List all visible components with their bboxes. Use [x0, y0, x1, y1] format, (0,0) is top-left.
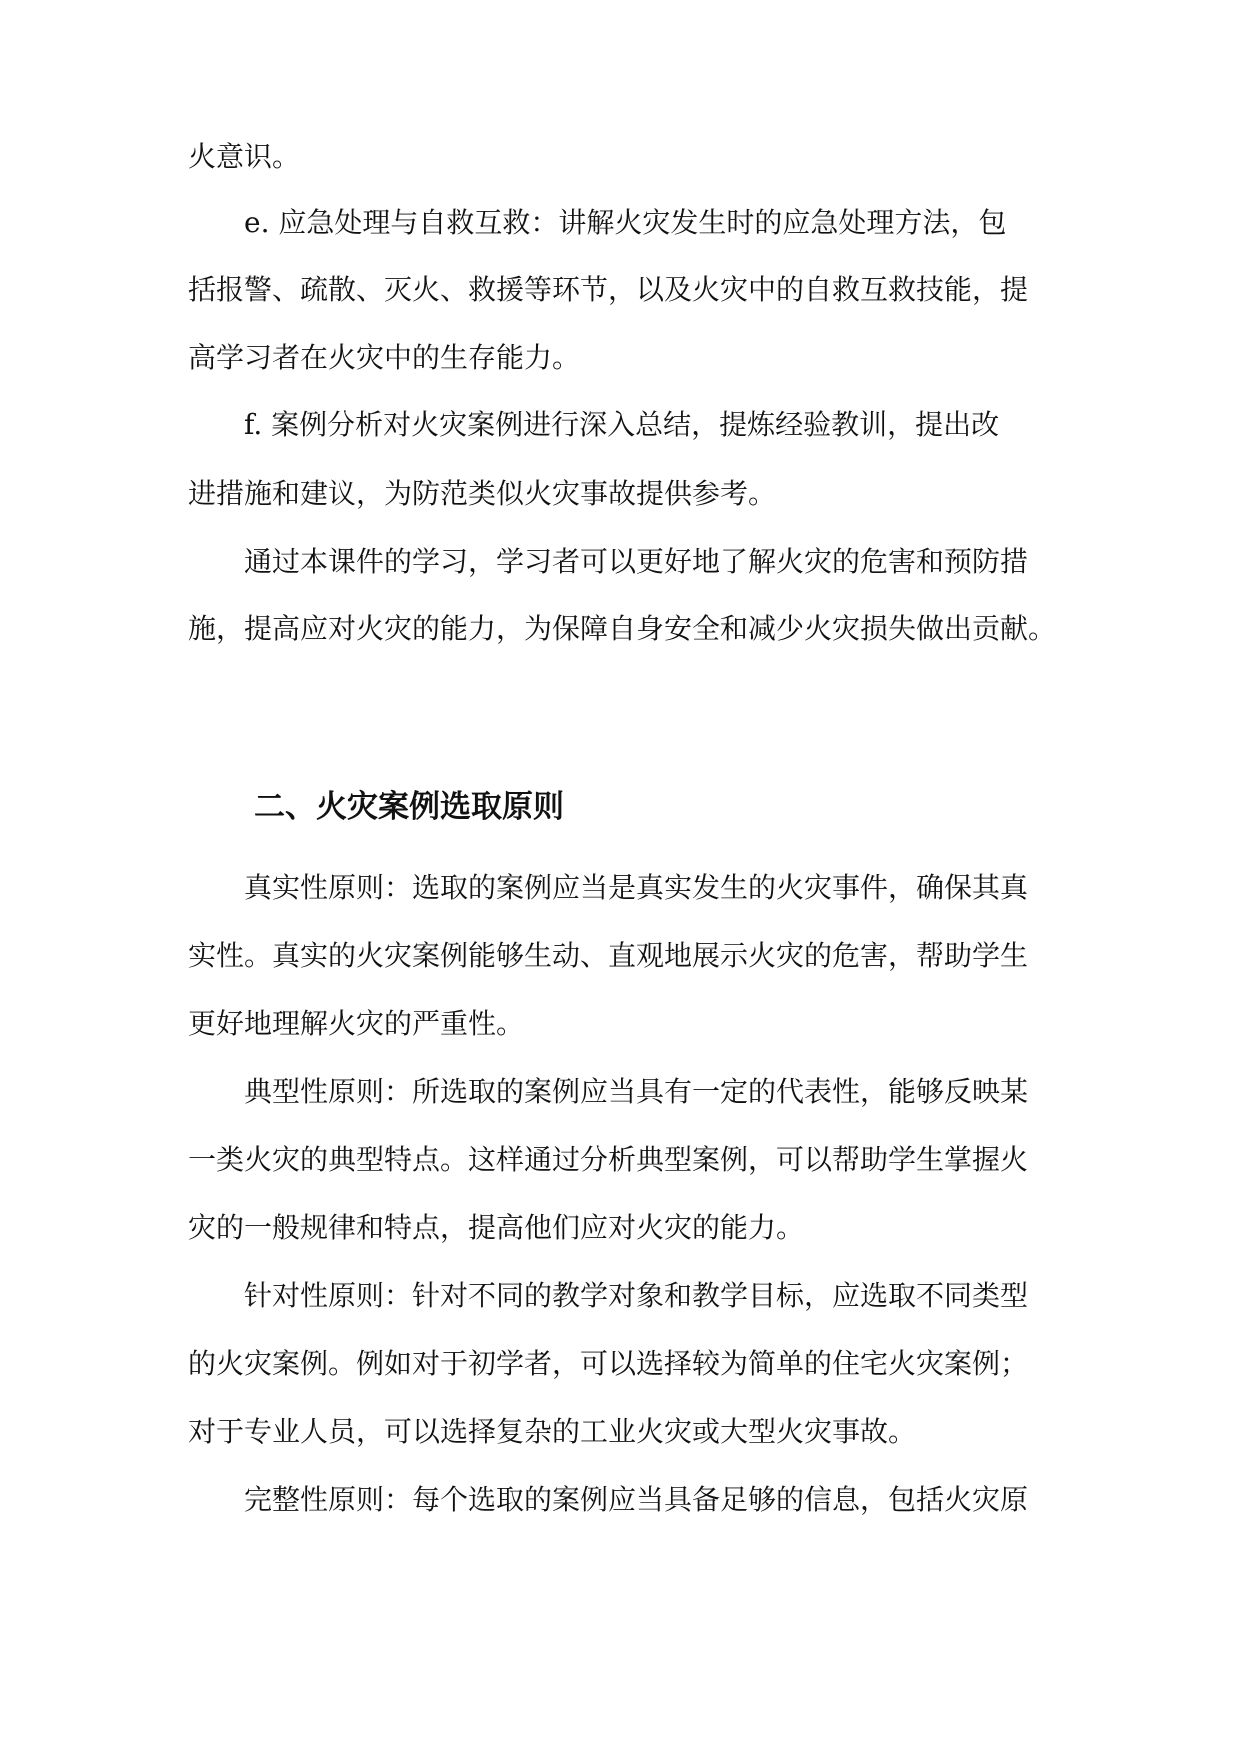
paragraph-line: 灾的一般规律和特点，提高他们应对火灾的能力。	[188, 1211, 805, 1244]
section-heading: 二、火灾案例选取原则	[254, 789, 564, 825]
paragraph-line: 施，提高应对火灾的能力，为保障自身安全和减少火灾损失做出贡献。	[188, 612, 1057, 645]
paragraph-line: 通过本课件的学习，学习者可以更好地了解火灾的危害和预防措	[244, 545, 1029, 578]
paragraph-line: 的火灾案例。例如对于初学者，可以选择较为简单的住宅火灾案例；	[188, 1347, 1029, 1380]
paragraph-line: 实性。真实的火灾案例能够生动、直观地展示火灾的危害，帮助学生	[188, 939, 1029, 972]
paragraph-line: 针对性原则：针对不同的教学对象和教学目标，应选取不同类型	[244, 1279, 1029, 1312]
paragraph-line: 高学习者在火灾中的生存能力。	[188, 341, 581, 374]
paragraph-line: 更好地理解火灾的严重性。	[188, 1007, 525, 1040]
paragraph-line: 进措施和建议，为防范类似火灾事故提供参考。	[188, 477, 777, 510]
paragraph-line: 典型性原则：所选取的案例应当具有一定的代表性，能够反映某	[244, 1075, 1029, 1108]
paragraph-line: 真实性原则：选取的案例应当是真实发生的火灾事件，确保其真	[244, 871, 1029, 904]
paragraph-line: 火意识。	[188, 140, 301, 173]
paragraph-line: 一类火灾的典型特点。这样通过分析典型案例，可以帮助学生掌握火	[188, 1143, 1029, 1176]
paragraph-line: 完整性原则：每个选取的案例应当具备足够的信息，包括火灾原	[244, 1483, 1029, 1516]
paragraph-line: 括报警、疏散、灭火、救援等环节，以及火灾中的自救互救技能，提	[188, 273, 1029, 306]
paragraph-line: e. 应急处理与自救互救：讲解火灾发生时的应急处理方法，包	[244, 206, 1007, 239]
paragraph-line: 对于专业人员，可以选择复杂的工业火灾或大型火灾事故。	[188, 1415, 917, 1448]
paragraph-line: f. 案例分析对火灾案例进行深入总结，提炼经验教训，提出改	[244, 408, 1000, 441]
